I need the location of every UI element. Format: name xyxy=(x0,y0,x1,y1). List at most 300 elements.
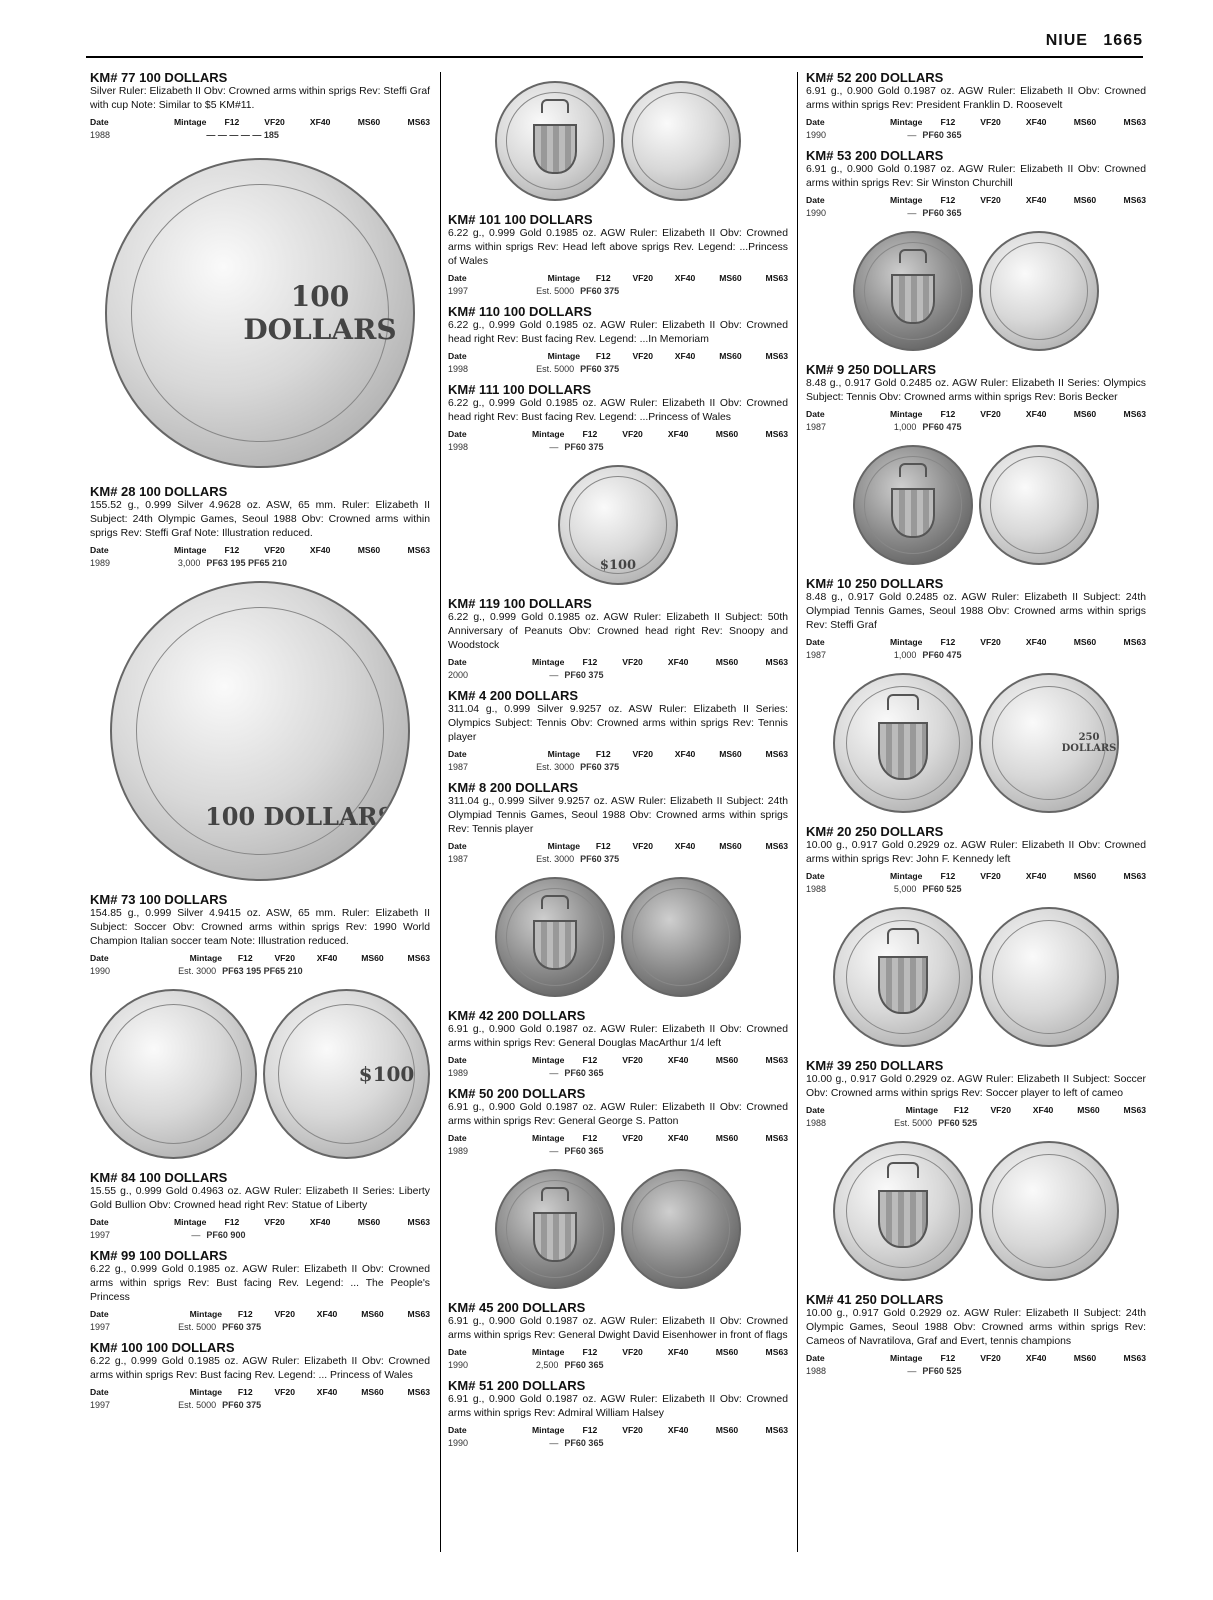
col-vf20: VF20 xyxy=(980,195,1001,205)
entry-title: KM# 20 250 DOLLARS xyxy=(806,824,944,839)
entry-title: KM# 39 250 DOLLARS xyxy=(806,1058,944,1073)
catalog-entry xyxy=(448,382,788,454)
table-row xyxy=(448,669,788,682)
col-date: Date xyxy=(448,841,467,851)
catalog-entry xyxy=(806,1292,1146,1378)
col-vf20: VF20 xyxy=(622,1133,643,1143)
cell-mintage: Est. 5000 xyxy=(178,1400,217,1410)
col-ms63: MS63 xyxy=(765,657,788,667)
col-vf20: VF20 xyxy=(980,637,1001,647)
coin-image-tennis-cameos xyxy=(806,1136,1146,1286)
entry-title: KM# 119 100 DOLLARS xyxy=(448,596,592,611)
col-mintage: Mintage xyxy=(889,1353,923,1363)
country-name: NIUE xyxy=(1045,32,1088,49)
column-divider xyxy=(440,72,441,1552)
entry-description: 311.04 g., 0.999 Silver 9.9257 oz. ASW Ruler: Elizabeth II Subject: 24th Olympiad Tennis Games, Seoul 1988 Obv: Crowned arms within sprigs Rev: Tennis player xyxy=(448,796,788,835)
cell-prices: PF60 365 xyxy=(922,130,962,140)
cell-prices: PF60 475 xyxy=(922,650,962,660)
table-row xyxy=(806,1365,1146,1378)
entry-title: KM# 53 200 DOLLARS xyxy=(806,148,944,163)
entry-title: KM# 28 100 DOLLARS xyxy=(90,484,228,499)
col-ms63: MS63 xyxy=(407,1387,430,1397)
catalog-entry xyxy=(806,576,1146,662)
col-date: Date xyxy=(90,1309,109,1319)
entry-title: KM# 9 250 DOLLARS xyxy=(806,362,937,377)
cell-date: 1998 xyxy=(448,364,469,374)
entry-title: KM# 77 100 DOLLARS xyxy=(90,70,228,85)
cell-date: 1997 xyxy=(90,1322,111,1332)
coin-reverse xyxy=(979,231,1099,351)
cell-mintage: Est. 5000 xyxy=(536,286,575,296)
entry-description: 10.00 g., 0.917 Gold 0.2929 oz. AGW Ruler: Elizabeth II Subject: 24th Olympic Games, Seoul 1988 Obv: Crowned arms within sprigs Rev: Cameos of Navratilova, Graf and Evert, tennis champions xyxy=(806,1308,1146,1347)
col-vf20: VF20 xyxy=(622,1347,643,1357)
column-2 xyxy=(448,70,788,1450)
cell-prices: PF60 375 xyxy=(580,854,620,864)
col-f12: F12 xyxy=(237,953,253,963)
col-vf20: VF20 xyxy=(274,1309,295,1319)
col-ms60: MS60 xyxy=(361,953,384,963)
col-date: Date xyxy=(448,749,467,759)
price-table xyxy=(448,656,788,682)
entry-title: KM# 51 200 DOLLARS xyxy=(448,1378,586,1393)
col-mintage: Mintage xyxy=(889,409,923,419)
col-vf20: VF20 xyxy=(980,409,1001,419)
col-ms63: MS63 xyxy=(765,841,788,851)
col-xf40: XF40 xyxy=(1025,195,1047,205)
col-mintage: Mintage xyxy=(889,637,923,647)
col-xf40: XF40 xyxy=(1032,1105,1054,1115)
col-mintage: Mintage xyxy=(173,117,207,127)
col-mintage: Mintage xyxy=(889,871,923,881)
catalog-entry xyxy=(448,1300,788,1372)
col-date: Date xyxy=(448,1425,467,1435)
cell-date: 1987 xyxy=(448,854,469,864)
entry-description: 311.04 g., 0.999 Silver 9.9257 oz. ASW Ruler: Elizabeth II Series: Olympics Subject: Tennis Obv: Crowned arms within sprigs Rev: Tennis player xyxy=(448,704,788,743)
coin-image-macarthur xyxy=(448,872,788,1002)
cell-date: 1997 xyxy=(90,1230,111,1240)
price-table xyxy=(90,116,430,142)
col-date: Date xyxy=(448,1347,467,1357)
col-ms60: MS60 xyxy=(719,749,742,759)
cell-date: 1988 xyxy=(90,130,111,140)
coin xyxy=(105,158,415,468)
coin-image-kennedy xyxy=(806,668,1146,818)
cell-prices: PF60 375 xyxy=(564,670,604,680)
col-vf20: VF20 xyxy=(990,1105,1011,1115)
col-mintage: Mintage xyxy=(547,749,581,759)
coin-reverse xyxy=(979,673,1119,813)
col-mintage: Mintage xyxy=(547,273,581,283)
catalog-entry xyxy=(448,1378,788,1450)
page-number: 1665 xyxy=(1103,32,1143,49)
entry-title: KM# 84 100 DOLLARS xyxy=(90,1170,228,1185)
price-table xyxy=(806,1352,1146,1378)
coin-image-liberty xyxy=(90,984,430,1164)
entry-title: KM# 45 200 DOLLARS xyxy=(448,1300,586,1315)
col-mintage: Mintage xyxy=(173,545,207,555)
cell-prices: PF60 365 xyxy=(564,1068,604,1078)
col-xf40: XF40 xyxy=(667,1055,689,1065)
cell-prices: PF60 475 xyxy=(922,422,962,432)
entry-description: 6.91 g., 0.900 Gold 0.1987 oz. AGW Ruler: Elizabeth II Obv: Crowned arms within sprigs Rev: Admiral William Halsey xyxy=(448,1394,788,1419)
col-xf40: XF40 xyxy=(1025,117,1047,127)
col-ms60: MS60 xyxy=(1077,1105,1100,1115)
col-ms63: MS63 xyxy=(407,1309,430,1319)
table-row xyxy=(448,1437,788,1450)
catalog-entry xyxy=(448,1008,788,1080)
col-mintage: Mintage xyxy=(531,1133,565,1143)
coin-reverse xyxy=(979,1141,1119,1281)
cell-prices: PF60 900 xyxy=(206,1230,246,1240)
price-table xyxy=(90,1386,430,1412)
entry-title: KM# 42 200 DOLLARS xyxy=(448,1008,586,1023)
catalog-entry xyxy=(448,212,788,298)
col-vf20: VF20 xyxy=(632,351,653,361)
col-vf20: VF20 xyxy=(980,871,1001,881)
col-mintage: Mintage xyxy=(905,1105,939,1115)
cell-mintage: — xyxy=(907,1366,917,1376)
table-row xyxy=(448,853,788,866)
cell-mintage: 3,000 xyxy=(177,558,201,568)
table-row xyxy=(448,1359,788,1372)
entry-title: KM# 10 250 DOLLARS xyxy=(806,576,944,591)
col-date: Date xyxy=(90,545,109,555)
coin-obverse xyxy=(833,1141,973,1281)
table-row xyxy=(448,285,788,298)
cell-mintage: — xyxy=(549,1438,559,1448)
col-xf40: XF40 xyxy=(309,1217,331,1227)
table-row xyxy=(806,883,1146,896)
col-ms60: MS60 xyxy=(715,1347,739,1357)
coin-reverse xyxy=(621,1169,741,1289)
col-f12: F12 xyxy=(940,1353,956,1363)
col-vf20: VF20 xyxy=(622,1425,643,1435)
col-ms60: MS60 xyxy=(1073,117,1097,127)
col-ms63: MS63 xyxy=(1123,195,1146,205)
catalog-entry xyxy=(448,688,788,774)
column-divider xyxy=(797,72,798,1552)
price-table xyxy=(90,1308,430,1334)
entry-description: 154.85 g., 0.999 Silver 4.9415 oz. ASW, 65 mm. Ruler: Elizabeth II Subject: Soccer Obv: Crowned arms within sprigs Rev: 1990 World Champion Italian soccer team Note: Illustration reduced. xyxy=(90,908,430,947)
col-xf40: XF40 xyxy=(309,545,331,555)
col-vf20: VF20 xyxy=(264,117,285,127)
table-row xyxy=(90,1229,430,1242)
col-ms60: MS60 xyxy=(1073,871,1097,881)
cell-date: 1988 xyxy=(806,884,827,894)
cell-prices: PF60 375 xyxy=(580,286,620,296)
col-ms60: MS60 xyxy=(719,841,742,851)
col-xf40: XF40 xyxy=(1025,1353,1047,1363)
col-f12: F12 xyxy=(582,1425,598,1435)
cell-mintage xyxy=(134,129,206,142)
coin-obverse xyxy=(90,989,257,1159)
col-f12: F12 xyxy=(953,1105,969,1115)
col-ms63: MS63 xyxy=(765,429,788,439)
cell-prices: PF60 375 xyxy=(222,1400,262,1410)
col-mintage: Mintage xyxy=(531,657,565,667)
col-xf40: XF40 xyxy=(309,117,331,127)
col-xf40: XF40 xyxy=(674,841,696,851)
column-3 xyxy=(806,70,1146,1378)
coin-image-eisenhower xyxy=(448,1164,788,1294)
col-f12: F12 xyxy=(582,1133,598,1143)
col-ms60: MS60 xyxy=(1073,637,1097,647)
running-header xyxy=(1036,32,1143,50)
table-row xyxy=(90,1399,430,1412)
cell-date: 1987 xyxy=(806,422,827,432)
entry-title: KM# 73 100 DOLLARS xyxy=(90,892,228,907)
entry-description: 6.22 g., 0.999 Gold 0.1985 oz. AGW Ruler: Elizabeth II Subject: 50th Anniversary of Peanuts Obv: Crowned head right Rev: Snoopy and Woodstock xyxy=(448,612,788,651)
entry-description: 15.55 g., 0.999 Gold 0.4963 oz. AGW Ruler: Elizabeth II Series: Liberty Gold Bullion Obv: Crowned head right Rev: Statue of Liberty xyxy=(90,1186,430,1211)
coin-image-peanuts xyxy=(448,460,788,590)
coin-reverse xyxy=(621,81,741,201)
cell-mintage: Est. 5000 xyxy=(894,1118,933,1128)
catalog-entry xyxy=(806,362,1146,434)
col-ms60: MS60 xyxy=(715,1425,739,1435)
table-row xyxy=(90,1321,430,1334)
price-table xyxy=(448,748,788,774)
cell-date: 1997 xyxy=(90,1400,111,1410)
coin-reverse xyxy=(979,907,1119,1047)
col-f12: F12 xyxy=(595,273,611,283)
coin-image-becker xyxy=(806,440,1146,570)
col-mintage: Mintage xyxy=(547,841,581,851)
cell-date: 1988 xyxy=(806,1118,827,1128)
col-xf40: XF40 xyxy=(674,749,696,759)
table-row xyxy=(448,1145,788,1158)
entry-title: KM# 4 200 DOLLARS xyxy=(448,688,579,703)
coin-image-diana xyxy=(448,76,788,206)
col-date: Date xyxy=(448,657,467,667)
cell-date: 1997 xyxy=(448,286,469,296)
table-row xyxy=(90,557,430,570)
catalog-entry xyxy=(806,70,1146,142)
entry-title: KM# 101 100 DOLLARS xyxy=(448,212,593,227)
col-ms63: MS63 xyxy=(1123,117,1146,127)
catalog-entry xyxy=(90,892,430,978)
entry-title: KM# 52 200 DOLLARS xyxy=(806,70,944,85)
col-xf40: XF40 xyxy=(674,273,696,283)
col-date: Date xyxy=(448,1055,467,1065)
coin-obverse xyxy=(495,877,615,997)
cell-prices: PF60 365 xyxy=(564,1146,604,1156)
col-xf40: XF40 xyxy=(667,1133,689,1143)
cell-date: 1990 xyxy=(90,966,111,976)
col-date: Date xyxy=(806,1353,825,1363)
col-mintage: Mintage xyxy=(531,1347,565,1357)
coin-denomination: $100 xyxy=(358,1062,415,1086)
cell-mintage: — xyxy=(907,208,917,218)
coin-obverse xyxy=(853,231,973,351)
col-ms60: MS60 xyxy=(715,657,739,667)
col-xf40: XF40 xyxy=(316,1387,338,1397)
col-xf40: XF40 xyxy=(316,953,338,963)
entry-title: KM# 50 200 DOLLARS xyxy=(448,1086,586,1101)
col-f12: F12 xyxy=(582,1347,598,1357)
table-row xyxy=(806,421,1146,434)
entry-title: KM# 8 200 DOLLARS xyxy=(448,780,579,795)
coin-obverse xyxy=(853,445,973,565)
table-row xyxy=(806,649,1146,662)
cell-prices: PF60 375 xyxy=(564,442,604,452)
cell-prices: PF60 365 xyxy=(922,208,962,218)
col-date: Date xyxy=(806,195,825,205)
cell-prices: PF60 365 xyxy=(564,1360,604,1370)
col-mintage: Mintage xyxy=(189,953,223,963)
entry-description: 6.22 g., 0.999 Gold 0.1985 oz. AGW Ruler: Elizabeth II Obv: Crowned arms within sprigs Rev: Bust facing Rev. Legend: ... Princess of Wales xyxy=(90,1356,430,1381)
catalog-entry xyxy=(90,70,430,142)
entry-description: 6.91 g., 0.900 Gold 0.1987 oz. AGW Ruler: Elizabeth II Obv: Crowned arms within sprigs Rev: President Franklin D. Roosevelt xyxy=(806,86,1146,111)
table-row xyxy=(806,129,1146,142)
col-mintage: Mintage xyxy=(531,429,565,439)
col-f12: F12 xyxy=(940,195,956,205)
catalog-entry xyxy=(806,148,1146,220)
entry-description: 6.22 g., 0.999 Gold 0.1985 oz. AGW Ruler: Elizabeth II Obv: Crowned arms within sprigs Rev: Head left above sprigs Rev. Legend: ...Princess of Wales xyxy=(448,228,788,267)
col-f12: F12 xyxy=(582,1055,598,1065)
col-date: Date xyxy=(448,429,467,439)
col-f12: F12 xyxy=(940,871,956,881)
col-vf20: VF20 xyxy=(980,1353,1001,1363)
col-ms60: MS60 xyxy=(357,1217,381,1227)
col-date: Date xyxy=(806,1105,825,1115)
entry-title: KM# 110 100 DOLLARS xyxy=(448,304,592,319)
cell-mintage: Est. 5000 xyxy=(178,1322,217,1332)
entry-description: 6.22 g., 0.999 Gold 0.1985 oz. AGW Ruler: Elizabeth II Obv: Crowned head right Rev: Bust facing Rev. Legend: ...In Memoriam xyxy=(448,320,788,345)
col-ms63: MS63 xyxy=(765,1133,788,1143)
cell-prices: PF60 525 xyxy=(922,884,962,894)
col-f12: F12 xyxy=(237,1309,253,1319)
entry-description: 6.91 g., 0.900 Gold 0.1987 oz. AGW Ruler: Elizabeth II Obv: Crowned arms within sprigs Rev: General Douglas MacArthur 1/4 left xyxy=(448,1024,788,1049)
coin xyxy=(110,581,410,881)
col-vf20: VF20 xyxy=(264,1217,285,1227)
col-vf20: VF20 xyxy=(632,841,653,851)
col-ms60: MS60 xyxy=(1073,409,1097,419)
col-f12: F12 xyxy=(224,545,240,555)
col-f12: F12 xyxy=(595,351,611,361)
cell-mintage: 5,000 xyxy=(893,884,917,894)
cell-mintage: Est. 3000 xyxy=(178,966,217,976)
col-xf40: XF40 xyxy=(316,1309,338,1319)
cell-date: 1990 xyxy=(806,130,827,140)
entry-description: 155.52 g., 0.999 Silver 4.9628 oz. ASW, 65 mm. Ruler: Elizabeth II Subject: 24th Olympic Games, Seoul 1988 Obv: Crowned arms within sprigs Rev: Steffi Graf Note: Illustration reduced. xyxy=(90,500,430,539)
col-f12: F12 xyxy=(940,409,956,419)
col-xf40: XF40 xyxy=(1025,871,1047,881)
col-xf40: XF40 xyxy=(674,351,696,361)
cell-mintage: — xyxy=(549,1068,559,1078)
table-row xyxy=(806,1117,1146,1130)
cell-date: 1989 xyxy=(90,558,111,568)
table-row xyxy=(90,129,430,142)
cell-prices: PF60 365 xyxy=(564,1438,604,1448)
coin-reverse xyxy=(979,445,1099,565)
col-date: Date xyxy=(90,1387,109,1397)
col-ms63: MS63 xyxy=(1123,1105,1146,1115)
col-date: Date xyxy=(806,871,825,881)
table-row xyxy=(448,363,788,376)
price-table xyxy=(90,544,430,570)
entry-title: KM# 41 250 DOLLARS xyxy=(806,1292,944,1307)
cell-date: 1998 xyxy=(448,442,469,452)
column-1 xyxy=(90,70,430,1412)
col-f12: F12 xyxy=(595,841,611,851)
col-vf20: VF20 xyxy=(632,273,653,283)
cell-mintage: — xyxy=(549,670,559,680)
price-table xyxy=(806,636,1146,662)
col-mintage: Mintage xyxy=(189,1387,223,1397)
col-ms63: MS63 xyxy=(1123,1353,1146,1363)
price-table xyxy=(448,1054,788,1080)
cell-mintage: 1,000 xyxy=(893,422,917,432)
price-table xyxy=(448,350,788,376)
col-ms60: MS60 xyxy=(1073,1353,1097,1363)
cell-prices: PF60 375 xyxy=(580,364,620,374)
col-ms63: MS63 xyxy=(407,545,430,555)
table-row xyxy=(448,1067,788,1080)
cell-prices: PF60 525 xyxy=(922,1366,962,1376)
catalog-entry xyxy=(90,484,430,570)
col-mintage: Mintage xyxy=(889,117,923,127)
col-date: Date xyxy=(448,1133,467,1143)
header-rule xyxy=(86,56,1143,58)
cell-mintage: — xyxy=(191,1230,201,1240)
coin-obverse xyxy=(495,1169,615,1289)
col-ms60: MS60 xyxy=(715,1133,739,1143)
coin-image-graf xyxy=(90,148,430,478)
col-mintage: Mintage xyxy=(547,351,581,361)
col-ms60: MS60 xyxy=(361,1309,384,1319)
table-row xyxy=(806,207,1146,220)
col-date: Date xyxy=(448,273,467,283)
entry-description: 6.22 g., 0.999 Gold 0.1985 oz. AGW Ruler: Elizabeth II Obv: Crowned arms within sprigs Rev: Bust facing Rev. Legend: ... The People's Princess xyxy=(90,1264,430,1303)
table-row xyxy=(448,761,788,774)
col-ms60: MS60 xyxy=(357,117,381,127)
catalog-entry xyxy=(448,780,788,866)
col-date: Date xyxy=(90,117,109,127)
price-table xyxy=(448,1346,788,1372)
col-f12: F12 xyxy=(940,117,956,127)
col-xf40: XF40 xyxy=(667,657,689,667)
entry-title: KM# 99 100 DOLLARS xyxy=(90,1248,228,1263)
col-f12: F12 xyxy=(582,429,598,439)
coin-image-soccer xyxy=(90,576,430,886)
catalog-entry xyxy=(90,1170,430,1242)
col-ms60: MS60 xyxy=(357,545,381,555)
cell-prices: PF60 375 xyxy=(580,762,620,772)
coin-denomination: $100 xyxy=(599,557,637,573)
coin-image-soccer-cameo xyxy=(806,902,1146,1052)
cell-mintage: 2,500 xyxy=(535,1360,559,1370)
coin-denomination: 250 DOLLARS xyxy=(1061,732,1117,754)
catalog-entry xyxy=(806,824,1146,896)
cell-date: 2000 xyxy=(448,670,469,680)
cell-prices: — — — — — 185 xyxy=(206,130,279,140)
cell-mintage: — xyxy=(549,1146,559,1156)
coin-denomination: 100 DOLLARS xyxy=(243,280,397,346)
col-vf20: VF20 xyxy=(632,749,653,759)
col-ms63: MS63 xyxy=(765,749,788,759)
cell-mintage: 1,000 xyxy=(893,650,917,660)
catalog-entry xyxy=(90,1340,430,1412)
col-vf20: VF20 xyxy=(622,657,643,667)
col-ms63: MS63 xyxy=(1123,871,1146,881)
col-ms63: MS63 xyxy=(765,1347,788,1357)
col-vf20: VF20 xyxy=(264,545,285,555)
cell-date: 1990 xyxy=(448,1360,469,1370)
col-f12: F12 xyxy=(595,749,611,759)
col-vf20: VF20 xyxy=(274,1387,295,1397)
col-xf40: XF40 xyxy=(1025,637,1047,647)
cell-date: 1987 xyxy=(448,762,469,772)
